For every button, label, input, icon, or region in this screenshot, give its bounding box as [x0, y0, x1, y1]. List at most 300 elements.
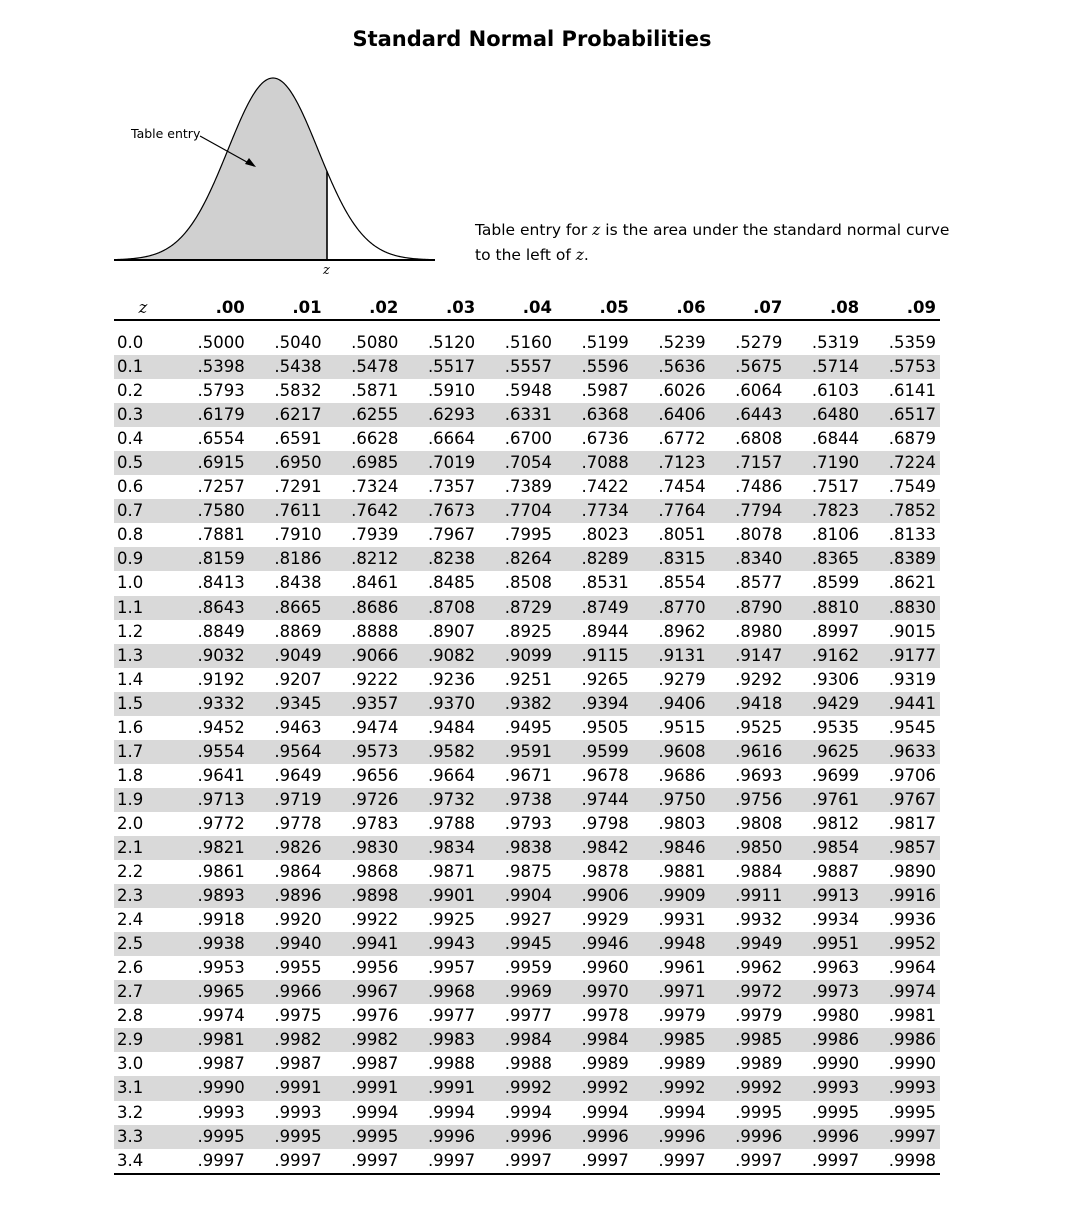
probability-cell: .9881	[658, 862, 706, 882]
probability-cell: .9719	[249, 788, 326, 812]
probability-cell: .9943	[402, 932, 479, 956]
probability-cell: .9319	[888, 669, 936, 689]
probability-cell: .9993	[786, 1076, 863, 1100]
table-row	[114, 716, 940, 740]
probability-cell: .9911	[710, 884, 787, 908]
probability-cell: .9965	[172, 980, 249, 1004]
probability-cell: .8212	[326, 547, 403, 571]
probability-cell: .9756	[710, 788, 787, 812]
probability-cell: .9985	[633, 1028, 710, 1052]
column-header: .00	[215, 297, 245, 317]
probability-cell: .9995	[172, 1125, 249, 1149]
probability-cell: .9963	[811, 958, 860, 978]
probability-cell: .6628	[351, 429, 399, 449]
probability-cell: .9875	[504, 862, 552, 882]
probability-cell: .9977	[427, 1006, 476, 1026]
table-row	[114, 980, 940, 1004]
z-value-cell: 0.1	[114, 355, 172, 379]
probability-cell: .9976	[351, 1006, 399, 1026]
probability-cell: .9525	[735, 717, 783, 737]
probability-cell: .8106	[811, 525, 860, 545]
probability-cell: .9996	[710, 1125, 787, 1149]
probability-cell: .9545	[888, 717, 936, 737]
probability-cell: .7794	[710, 499, 787, 523]
probability-cell: .8962	[658, 621, 706, 641]
caption-text: is the area under the standard normal curve	[600, 221, 950, 239]
probability-cell: .8508	[504, 573, 552, 593]
probability-cell: .9207	[274, 669, 322, 689]
probability-cell: .9974	[197, 1006, 245, 1026]
probability-cell: .9989	[581, 1054, 629, 1074]
z-value-cell: 3.1	[114, 1076, 172, 1100]
z-value-cell: 1.9	[114, 788, 172, 812]
probability-cell: .9463	[274, 717, 322, 737]
probability-cell: .5871	[351, 381, 399, 401]
probability-cell: .9641	[197, 765, 245, 785]
probability-cell: .9971	[633, 980, 710, 1004]
probability-cell: .9772	[197, 813, 245, 833]
probability-cell: .6103	[811, 381, 860, 401]
probability-cell: .5319	[811, 333, 860, 353]
probability-cell: .9671	[504, 765, 552, 785]
probability-cell: .9973	[786, 980, 863, 1004]
probability-cell: .7422	[581, 477, 629, 497]
probability-cell: .9997	[556, 1149, 633, 1174]
probability-cell: .9713	[172, 788, 249, 812]
probability-cell: .9956	[351, 958, 399, 978]
probability-cell: .9382	[479, 692, 556, 716]
probability-cell: .9949	[710, 932, 787, 956]
probability-cell: .6064	[735, 381, 783, 401]
probability-cell: .9896	[249, 884, 326, 908]
probability-cell: .8438	[274, 573, 322, 593]
probability-cell: .9952	[863, 932, 940, 956]
probability-cell: .6141	[888, 381, 936, 401]
probability-cell: .5714	[786, 355, 863, 379]
probability-cell: .9429	[786, 692, 863, 716]
z-value-cell: 1.7	[114, 740, 172, 764]
probability-cell: .8340	[710, 547, 787, 571]
probability-cell: .9732	[402, 788, 479, 812]
probability-cell: .9656	[351, 765, 399, 785]
probability-cell: .9738	[479, 788, 556, 812]
table-row	[114, 1028, 940, 1052]
z-column-header: z	[138, 297, 148, 317]
probability-cell: .9744	[556, 788, 633, 812]
column-header: .07	[753, 297, 783, 317]
probability-cell: .9992	[556, 1076, 633, 1100]
probability-cell: .9995	[249, 1125, 326, 1149]
probability-cell: .7611	[249, 499, 326, 523]
probability-cell: .7995	[504, 525, 552, 545]
normal-curve-figure	[108, 68, 443, 283]
table-row	[114, 427, 940, 451]
probability-cell: .7190	[786, 451, 863, 475]
probability-cell: .6808	[735, 429, 783, 449]
table-row	[114, 908, 940, 932]
probability-cell: .9970	[556, 980, 633, 1004]
probability-cell: .9929	[581, 910, 629, 930]
probability-cell: .9345	[249, 692, 326, 716]
probability-cell: .9920	[274, 910, 322, 930]
probability-cell: .9991	[326, 1076, 403, 1100]
column-header: .08	[829, 297, 860, 317]
probability-cell: .7673	[402, 499, 479, 523]
probability-cell: .8686	[326, 596, 403, 620]
probability-cell: .7054	[479, 451, 556, 475]
probability-cell: .9817	[888, 813, 936, 833]
table-row	[114, 331, 940, 355]
probability-cell: .6915	[172, 451, 249, 475]
probability-cell: .7257	[197, 477, 245, 497]
probability-cell: .5000	[197, 333, 245, 353]
probability-cell: .9969	[479, 980, 556, 1004]
probability-cell: .8944	[581, 621, 629, 641]
probability-cell: .9994	[427, 1102, 476, 1122]
probability-cell: .6406	[633, 403, 710, 427]
probability-cell: .8770	[633, 596, 710, 620]
probability-cell: .9857	[863, 836, 940, 860]
probability-cell: .9931	[658, 910, 706, 930]
probability-cell: .8849	[197, 621, 245, 641]
table-row	[114, 379, 940, 403]
probability-cell: .6879	[888, 429, 936, 449]
probability-cell: .6179	[172, 403, 249, 427]
probability-cell: .7910	[274, 525, 322, 545]
column-header: .04	[522, 297, 552, 317]
probability-cell: .6026	[658, 381, 706, 401]
probability-cell: .7088	[556, 451, 633, 475]
probability-cell: .9279	[658, 669, 706, 689]
probability-cell: .9991	[402, 1076, 479, 1100]
probability-cell: .9793	[504, 813, 552, 833]
normal-curve-graphic	[108, 68, 443, 283]
z-value-cell: 3.0	[117, 1054, 144, 1074]
probability-cell: .9995	[735, 1102, 783, 1122]
z-value-cell: 2.2	[117, 862, 144, 882]
probability-cell: .7823	[786, 499, 863, 523]
probability-cell: .9649	[274, 765, 322, 785]
probability-cell: .9997	[326, 1149, 403, 1174]
probability-cell: .9887	[811, 862, 860, 882]
probability-cell: .7852	[863, 499, 940, 523]
probability-cell: .9918	[197, 910, 245, 930]
probability-cell: .8729	[479, 596, 556, 620]
z-value-cell: 2.0	[117, 813, 144, 833]
probability-cell: .9484	[427, 717, 476, 737]
z-value-cell: 3.3	[114, 1125, 172, 1149]
probability-cell: .7123	[633, 451, 710, 475]
probability-cell: .6443	[710, 403, 787, 427]
probability-cell: .9989	[735, 1054, 783, 1074]
probability-cell: .9394	[556, 692, 633, 716]
probability-cell: .9798	[581, 813, 629, 833]
table-row	[114, 620, 940, 644]
z-value-cell: 1.4	[117, 669, 144, 689]
probability-cell: .8461	[351, 573, 399, 593]
probability-table	[114, 295, 940, 1175]
probability-cell: .9988	[504, 1054, 552, 1074]
z-value-cell: 2.4	[117, 910, 144, 930]
probability-cell: .7291	[274, 477, 322, 497]
probability-cell: .9878	[581, 862, 629, 882]
table-row	[114, 932, 940, 956]
table-row	[114, 692, 940, 716]
probability-cell: .9972	[710, 980, 787, 1004]
probability-cell: .6255	[326, 403, 403, 427]
probability-cell: .8577	[735, 573, 783, 593]
probability-cell: .9812	[811, 813, 860, 833]
z-value-cell: 1.8	[117, 765, 144, 785]
table-entry-label: Table entry	[131, 126, 201, 141]
probability-cell: .9115	[556, 644, 633, 668]
column-header: .09	[906, 297, 936, 317]
probability-cell: .9962	[735, 958, 783, 978]
column-header: .02	[369, 297, 399, 317]
probability-cell: .5910	[427, 381, 476, 401]
probability-cell: .9015	[888, 621, 936, 641]
probability-cell: .9994	[658, 1102, 706, 1122]
probability-cell: .6368	[556, 403, 633, 427]
probability-cell: .7517	[811, 477, 860, 497]
probability-cell: .9991	[249, 1076, 326, 1100]
probability-cell: .8925	[504, 621, 552, 641]
probability-cell: .9980	[811, 1006, 860, 1026]
probability-cell: .9984	[479, 1028, 556, 1052]
probability-cell: .9599	[556, 740, 633, 764]
probability-cell: .9898	[326, 884, 403, 908]
table-row	[114, 788, 940, 812]
probability-cell: .6217	[249, 403, 326, 427]
probability-cell: .6293	[402, 403, 479, 427]
probability-cell: .9996	[479, 1125, 556, 1149]
probability-cell: .9842	[556, 836, 633, 860]
probability-cell: .8238	[402, 547, 479, 571]
probability-cell: .6700	[504, 429, 552, 449]
probability-cell: .9678	[581, 765, 629, 785]
probability-cell: .7357	[427, 477, 476, 497]
probability-cell: .6985	[326, 451, 403, 475]
probability-cell: .8888	[351, 621, 399, 641]
probability-cell: .9706	[888, 765, 936, 785]
probability-cell: .9726	[326, 788, 403, 812]
probability-cell: .9913	[786, 884, 863, 908]
table-row	[114, 812, 940, 836]
table-row	[114, 451, 940, 475]
probability-cell: .9906	[556, 884, 633, 908]
probability-cell: .8790	[710, 596, 787, 620]
probability-cell: .7580	[172, 499, 249, 523]
probability-cell: .9996	[556, 1125, 633, 1149]
probability-cell: .5987	[581, 381, 629, 401]
probability-cell: .9699	[811, 765, 860, 785]
probability-cell: .9997	[786, 1149, 863, 1174]
probability-cell: .5398	[172, 355, 249, 379]
table-row	[114, 1125, 940, 1149]
probability-cell: .9890	[888, 862, 936, 882]
probability-cell: .9997	[710, 1149, 787, 1174]
probability-cell: .9032	[172, 644, 249, 668]
table-row	[114, 956, 940, 980]
probability-cell: .9996	[786, 1125, 863, 1149]
probability-cell: .9750	[633, 788, 710, 812]
probability-cell: .9994	[504, 1102, 552, 1122]
table-row	[114, 403, 940, 427]
probability-cell: .5793	[197, 381, 245, 401]
probability-cell: .7642	[326, 499, 403, 523]
probability-cell: .9990	[172, 1076, 249, 1100]
z-value-cell: 1.3	[114, 644, 172, 668]
table-row	[114, 836, 940, 860]
probability-cell: .5239	[658, 333, 706, 353]
probability-cell: .9978	[581, 1006, 629, 1026]
probability-cell: .9838	[479, 836, 556, 860]
probability-cell: .7324	[351, 477, 399, 497]
probability-cell: .9994	[351, 1102, 399, 1122]
probability-cell: .9693	[735, 765, 783, 785]
page-title: Standard Normal Probabilities	[352, 27, 712, 51]
z-value-cell: 0.2	[117, 381, 144, 401]
probability-cell: .9934	[811, 910, 860, 930]
z-value-cell: 0.9	[114, 547, 172, 571]
table-row	[114, 1052, 940, 1076]
table-row	[114, 355, 940, 379]
probability-cell: .9927	[504, 910, 552, 930]
probability-cell: .9992	[710, 1076, 787, 1100]
probability-cell: .9997	[863, 1125, 940, 1149]
probability-cell: .8133	[888, 525, 936, 545]
probability-cell: .9515	[658, 717, 706, 737]
probability-cell: .8980	[735, 621, 783, 641]
probability-cell: .9441	[863, 692, 940, 716]
probability-cell: .6480	[786, 403, 863, 427]
probability-cell: .9987	[197, 1054, 245, 1074]
probability-cell: .9995	[326, 1125, 403, 1149]
probability-cell: .9808	[735, 813, 783, 833]
probability-cell: .9131	[633, 644, 710, 668]
table-spacer	[114, 320, 940, 331]
probability-cell: .9162	[786, 644, 863, 668]
z-value-cell: 2.9	[114, 1028, 172, 1052]
probability-cell: .5160	[504, 333, 552, 353]
probability-cell: .6554	[197, 429, 245, 449]
probability-cell: .5557	[479, 355, 556, 379]
probability-cell: .9864	[274, 862, 322, 882]
probability-cell: .9979	[658, 1006, 706, 1026]
probability-cell: .9192	[197, 669, 245, 689]
probability-cell: .9975	[274, 1006, 322, 1026]
probability-cell: .9987	[351, 1054, 399, 1074]
table-row	[114, 523, 940, 547]
z-value-cell: 2.8	[117, 1006, 144, 1026]
probability-cell: .9554	[172, 740, 249, 764]
probability-cell: .7704	[479, 499, 556, 523]
probability-cell: .9955	[274, 958, 322, 978]
probability-cell: .9997	[633, 1149, 710, 1174]
probability-cell: .8869	[274, 621, 322, 641]
probability-cell: .9535	[811, 717, 860, 737]
table-row	[114, 860, 940, 884]
probability-cell: .9993	[197, 1102, 245, 1122]
probability-cell: .9925	[427, 910, 476, 930]
z-value-cell: 2.3	[114, 884, 172, 908]
probability-cell: .9066	[326, 644, 403, 668]
probability-cell: .9332	[172, 692, 249, 716]
probability-cell: .9904	[479, 884, 556, 908]
probability-cell: .8749	[556, 596, 633, 620]
probability-cell: .9941	[326, 932, 403, 956]
probability-cell: .9049	[249, 644, 326, 668]
probability-cell: .8907	[427, 621, 476, 641]
z-value-cell: 2.6	[117, 958, 144, 978]
probability-cell: .5199	[581, 333, 629, 353]
probability-cell: .8289	[556, 547, 633, 571]
z-value-cell: 0.5	[114, 451, 172, 475]
probability-cell: .5478	[326, 355, 403, 379]
probability-cell: .9989	[658, 1054, 706, 1074]
column-header: .03	[445, 297, 476, 317]
probability-cell: .9959	[504, 958, 552, 978]
probability-cell: .9082	[402, 644, 479, 668]
probability-cell: .9998	[863, 1149, 940, 1174]
probability-cell: .5948	[504, 381, 552, 401]
probability-cell: .9982	[249, 1028, 326, 1052]
z-value-cell: 3.4	[114, 1149, 172, 1174]
probability-cell: .9982	[326, 1028, 403, 1052]
probability-cell: .9990	[811, 1054, 860, 1074]
table-row	[114, 1076, 940, 1100]
probability-cell: .9960	[581, 958, 629, 978]
column-header: .05	[599, 297, 629, 317]
probability-cell: .8023	[581, 525, 629, 545]
probability-cell: .9608	[633, 740, 710, 764]
z-value-cell: 3.2	[117, 1102, 144, 1122]
probability-cell: .8413	[197, 573, 245, 593]
probability-cell: .8365	[786, 547, 863, 571]
table-row	[114, 644, 940, 668]
probability-cell: .7939	[351, 525, 399, 545]
probability-cell: .9995	[888, 1102, 936, 1122]
probability-cell: .9951	[786, 932, 863, 956]
probability-cell: .6844	[811, 429, 860, 449]
table-row	[114, 499, 940, 523]
table-header-row	[114, 295, 940, 320]
table-row	[114, 1149, 940, 1174]
probability-cell: .6950	[249, 451, 326, 475]
probability-cell: .9993	[274, 1102, 322, 1122]
z-value-cell: 2.1	[114, 836, 172, 860]
probability-cell: .9986	[863, 1028, 940, 1052]
probability-cell: .8159	[172, 547, 249, 571]
probability-cell: .9591	[479, 740, 556, 764]
probability-cell: .9664	[427, 765, 476, 785]
probability-cell: .9177	[863, 644, 940, 668]
probability-cell: .9987	[274, 1054, 322, 1074]
probability-cell: .9996	[633, 1125, 710, 1149]
probability-cell: .8997	[811, 621, 860, 641]
probability-cell: .9981	[172, 1028, 249, 1052]
probability-cell: .6772	[658, 429, 706, 449]
probability-cell: .9953	[197, 958, 245, 978]
probability-cell: .5040	[274, 333, 322, 353]
table-row	[114, 884, 940, 908]
probability-cell: .8599	[811, 573, 860, 593]
probability-cell: .5120	[427, 333, 476, 353]
probability-cell: .9995	[811, 1102, 860, 1122]
probability-cell: .8315	[633, 547, 710, 571]
probability-cell: .9147	[710, 644, 787, 668]
probability-cell: .8665	[249, 596, 326, 620]
